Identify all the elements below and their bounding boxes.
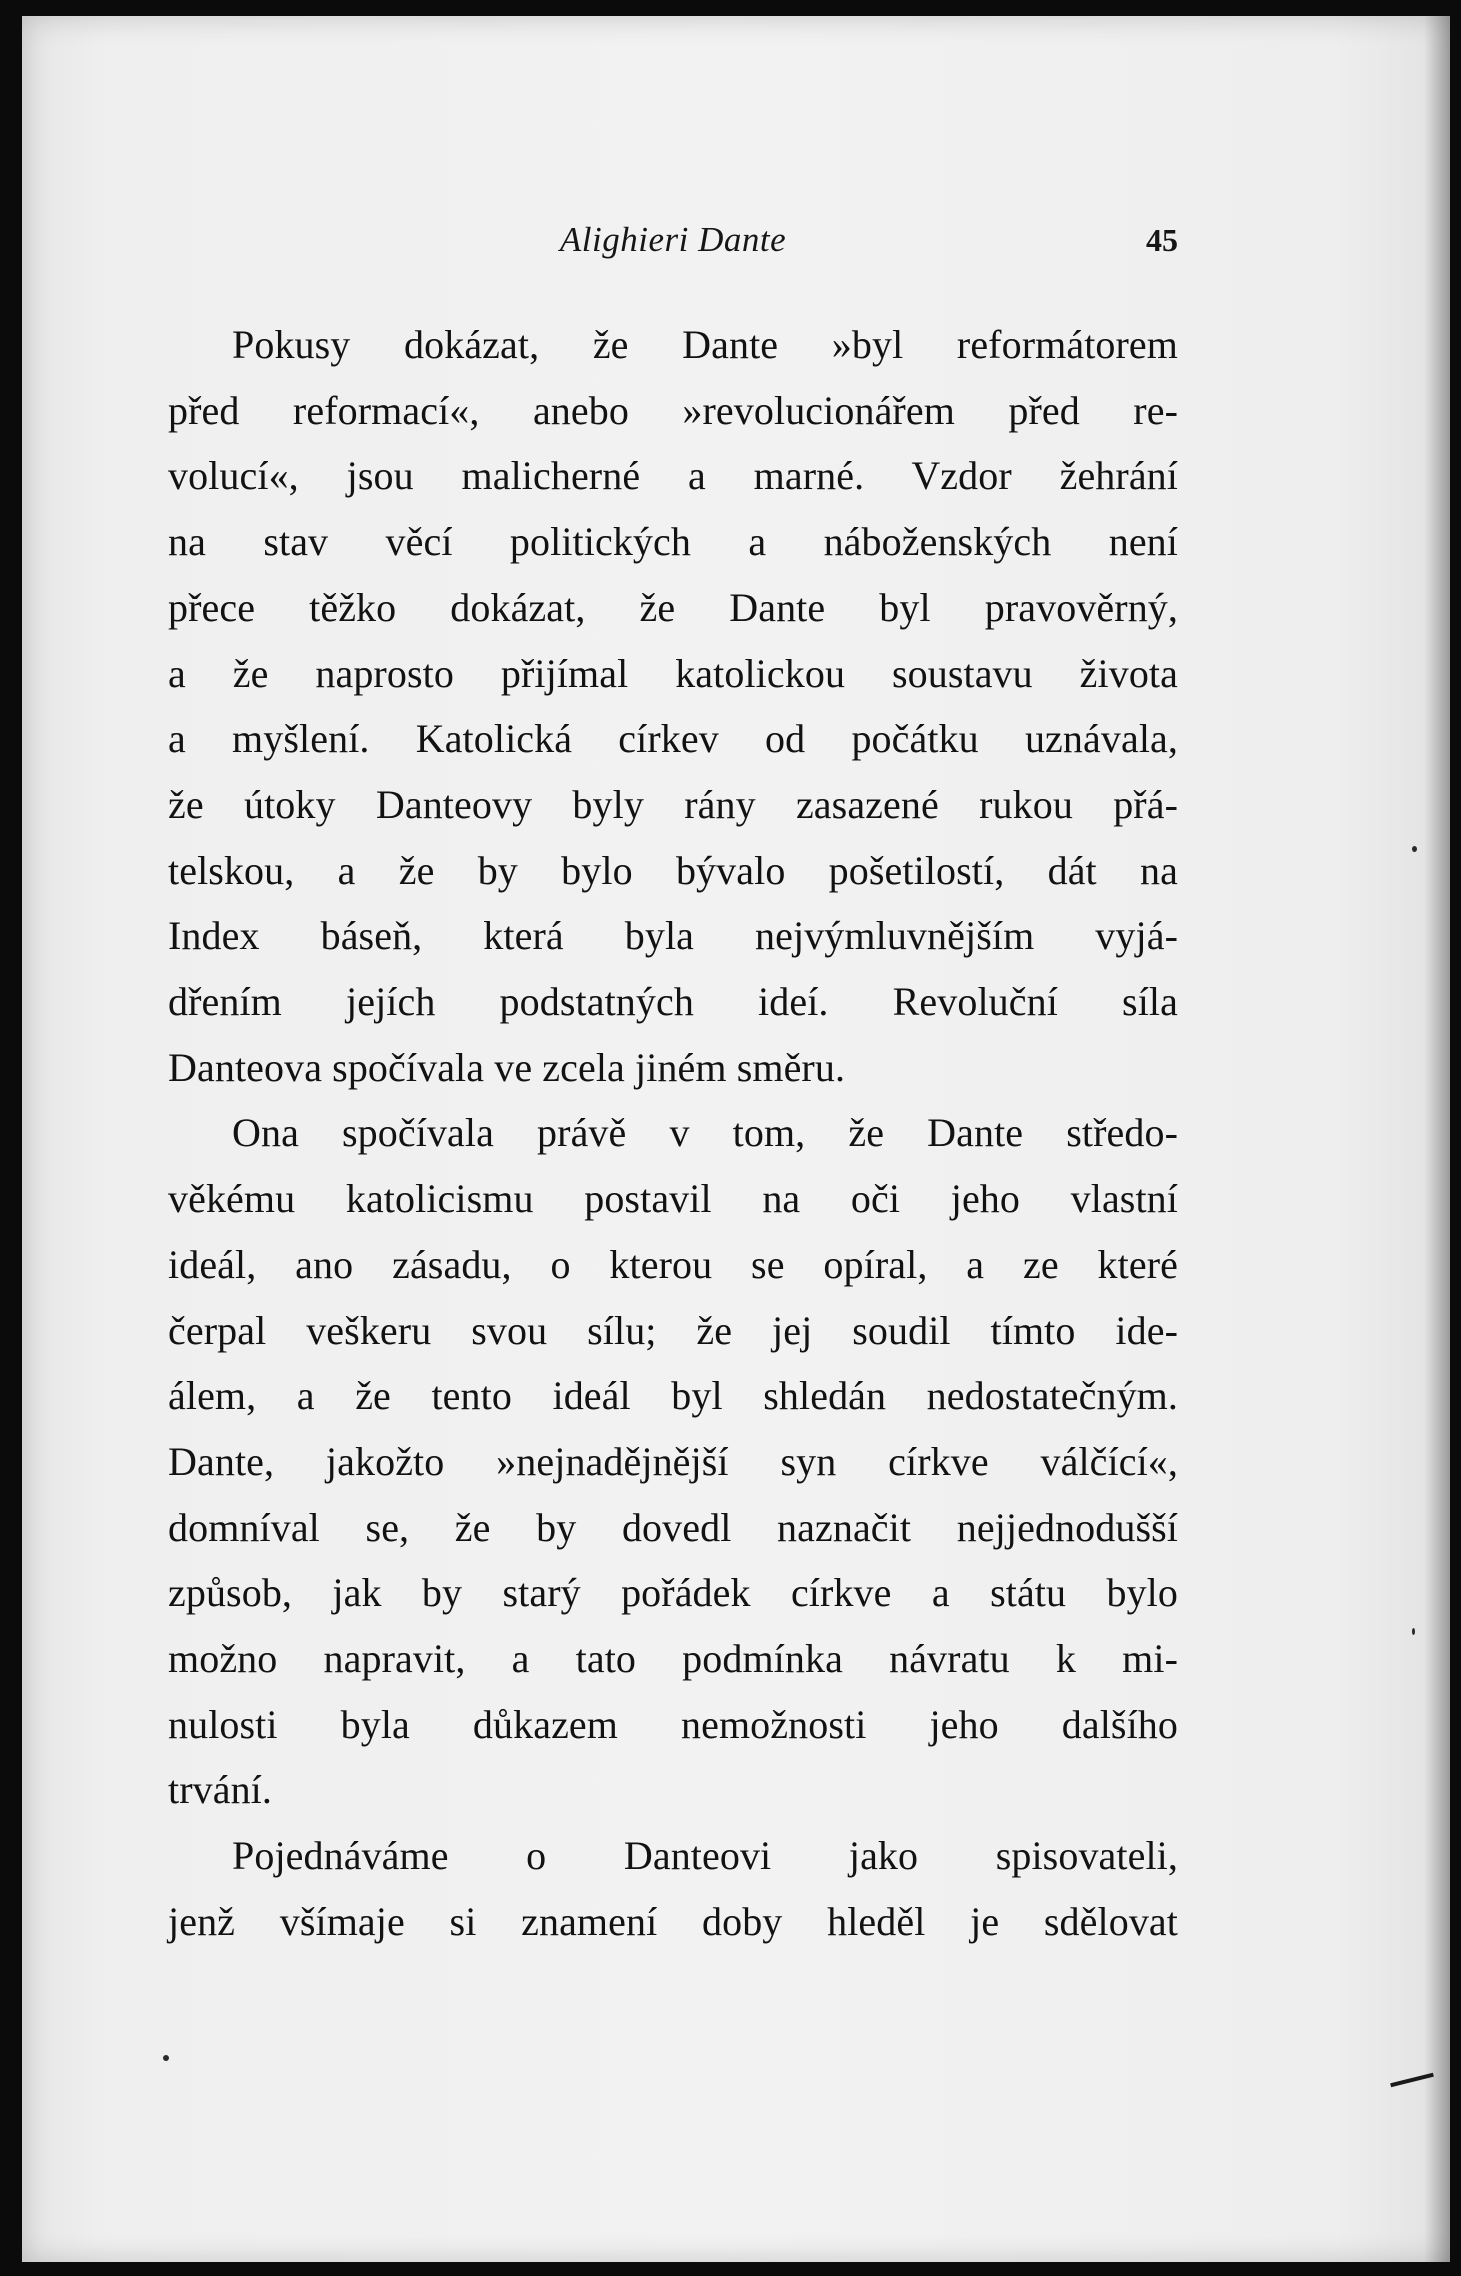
text-line: před reformací«, anebo »revolucionářem před re- [168, 387, 1178, 433]
text-line: že útoky Danteovy byly rány zasazené rukou přá- [168, 781, 1178, 827]
text-line: nulosti byla důkazem nemožnosti jeho dalšího [168, 1701, 1178, 1747]
text-line: domníval se, že by dovedl naznačit nejjednodušší [168, 1504, 1178, 1550]
text-line: Dante, jakožto »nejnadějnější syn církve válčící«, [168, 1438, 1178, 1484]
text-line: a myšlení. Katolická církev od počátku uznávala, [168, 716, 1178, 762]
text-line: Ona spočívala právě v tom, že Dante středo- [232, 1110, 1178, 1156]
text-line: čerpal veškeru svou sílu; že jej soudil tímto ide- [168, 1307, 1178, 1353]
text-line: jenž všímaje si znamení doby hleděl je sdělovat [168, 1898, 1178, 1944]
text-line: Index báseň, která byla nejvýmluvnějším vyjá- [168, 913, 1178, 959]
page-number: 45 [1146, 222, 1178, 258]
text-line: způsob, jak by starý pořádek církve a státu bylo [168, 1570, 1178, 1616]
scan-speck [1412, 846, 1417, 852]
running-title: Alighieri Dante [559, 220, 787, 259]
page-edge-shadow [1424, 16, 1450, 2262]
body-text [168, 312, 1178, 1955]
text-line: Pokusy dokázat, že Dante »byl reformátorem [232, 322, 1178, 367]
text-line: ideál, ano zásadu, o kterou se opíral, a ze které [168, 1241, 1178, 1287]
text-line: na stav věcí politických a náboženských není [168, 519, 1178, 565]
paragraph-3 [168, 1823, 1178, 1954]
text-line: volucí«, jsou malicherné a marné. Vzdor žehrání [168, 453, 1178, 499]
text-line: věkému katolicismu postavil na oči jeho vlastní [168, 1176, 1178, 1222]
text-line: a že naprosto přijímal katolickou soustavu života [168, 650, 1178, 696]
scan-speck [163, 2055, 169, 2061]
text-line: telskou, a že by bylo bývalo pošetilostí, dát na [168, 847, 1178, 893]
text-line: dřením jejích podstatných ideí. Revoluční síla [168, 979, 1178, 1025]
text-line: Danteova spočívala ve zcela jiném směru. [168, 1044, 846, 1090]
text-line: trvání. [168, 1767, 273, 1813]
text-line: přece těžko dokázat, že Dante byl pravověrný, [168, 584, 1178, 630]
paragraph-2 [168, 1100, 1178, 1823]
page-header [168, 220, 1178, 270]
paragraph-1 [168, 312, 1178, 1100]
text-line: Pojednáváme o Danteovi jako spisovateli, [232, 1833, 1178, 1879]
scan-speck [1412, 1628, 1415, 1635]
text-line: možno napravit, a tato podmínka návratu k mi- [168, 1636, 1178, 1682]
text-line: álem, a že tento ideál byl shledán nedostatečným. [168, 1373, 1178, 1419]
